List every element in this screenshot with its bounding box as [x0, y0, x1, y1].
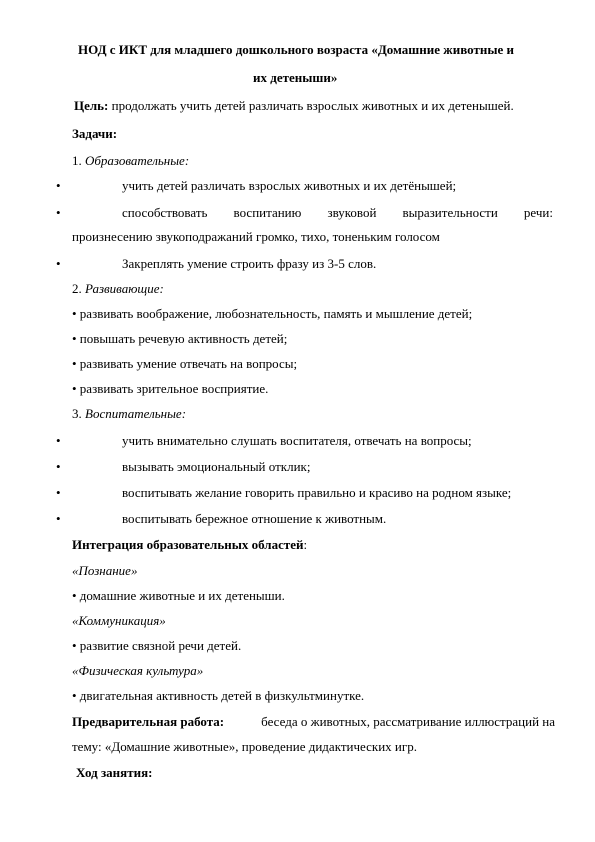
- lesson-heading: Ход занятия:: [76, 765, 153, 780]
- integration-area-item: • развитие связной речи детей.: [72, 638, 242, 653]
- bullet-icon: •: [56, 256, 61, 271]
- section-1-heading: [72, 153, 189, 169]
- section-1-item-continuation: произнесению звукоподражаний громко, тихо, тоненьким голосом: [72, 229, 440, 244]
- section-3-item-text: вызывать эмоциональный отклик;: [122, 459, 311, 474]
- bullet-icon: •: [56, 433, 61, 448]
- section-3-heading: [72, 406, 186, 422]
- preliminary-text-1: беседа о животных, рассматривание иллюстраций на: [257, 714, 555, 729]
- integration-area-name: «Познание»: [72, 563, 138, 578]
- integration-heading: [72, 537, 307, 553]
- section-1-title: Образовательные:: [85, 153, 190, 168]
- justified-word: способствовать: [122, 205, 208, 220]
- section-2-number: 2.: [72, 281, 85, 296]
- section-1-item-justified: [122, 205, 553, 221]
- section-1-item-text: Закреплять умение строить фразу из 3-5 слов.: [122, 256, 377, 271]
- section-2-item: • развивать воображение, любознательность, память и мышление детей;: [72, 306, 473, 321]
- preliminary-line-2: тему: «Домашние животные», проведение дидактических игр.: [72, 739, 417, 754]
- bullet-icon: •: [56, 459, 61, 474]
- integration-area-name: «Коммуникация»: [72, 613, 166, 628]
- section-3-item-text: воспитывать желание говорить правильно и красиво на родном языке;: [122, 485, 512, 500]
- preliminary-line-1: [72, 714, 555, 730]
- section-3-item-text: учить внимательно слушать воспитателя, отвечать на вопросы;: [122, 433, 472, 448]
- section-3-number: 3.: [72, 406, 85, 421]
- justified-word: выразительности: [402, 205, 498, 220]
- integration-area-item: • домашние животные и их детеныши.: [72, 588, 285, 603]
- tasks-heading: Задачи:: [72, 126, 118, 141]
- bullet-icon: •: [56, 511, 61, 526]
- goal-label: Цель:: [74, 98, 109, 113]
- integration-heading-colon: :: [303, 537, 308, 552]
- justified-word: воспитанию: [233, 205, 302, 220]
- section-1-item-text: учить детей различать взрослых животных и их детёнышей;: [122, 178, 457, 193]
- section-3-title: Воспитательные:: [85, 406, 187, 421]
- section-1-number: 1.: [72, 153, 85, 168]
- section-2-heading: [72, 281, 164, 297]
- section-2-item: • развивать зрительное восприятие.: [72, 381, 269, 396]
- bullet-icon: •: [56, 205, 61, 220]
- section-3-item-text: воспитывать бережное отношение к животным.: [122, 511, 387, 526]
- section-2-item: • развивать умение отвечать на вопросы;: [72, 356, 298, 371]
- section-2-title: Развивающие:: [85, 281, 164, 296]
- justified-word: речи:: [523, 205, 553, 220]
- integration-heading-text: Интеграция образовательных областей: [72, 537, 304, 552]
- section-2-item: • повышать речевую активность детей;: [72, 331, 288, 346]
- justified-word: звуковой: [327, 205, 377, 220]
- bullet-icon: •: [56, 178, 61, 193]
- bullet-icon: •: [56, 485, 61, 500]
- preliminary-label: Предварительная работа:: [72, 714, 225, 729]
- integration-area-name: «Физическая культура»: [72, 663, 204, 678]
- document-title-line-2: их детеныши»: [253, 70, 338, 85]
- goal-text: продолжать учить детей различать взрослых животных и их детенышей.: [108, 98, 514, 113]
- integration-area-item: • двигательная активность детей в физкультминутке.: [72, 688, 365, 703]
- document-title-line-1: НОД с ИКТ для младшего дошкольного возраста «Домашние животные и: [78, 42, 514, 57]
- goal-paragraph: [74, 98, 514, 114]
